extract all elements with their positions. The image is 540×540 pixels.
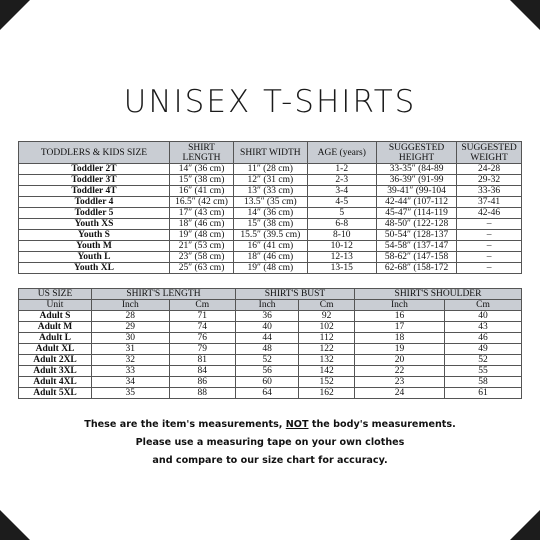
size-cell: Toddler 2T <box>19 164 170 175</box>
table-row <box>19 344 522 355</box>
length-cell: 16.5″ (42 cm) <box>169 197 233 208</box>
height-cell: 58-62″ (147-158 <box>376 252 456 263</box>
adult-header-length: SHIRT'S LENGTH <box>92 289 236 300</box>
height-cell: 48-50″ (122-128 <box>376 219 456 230</box>
measurement-note <box>0 416 540 470</box>
size-cell: Toddler 3T <box>19 175 170 186</box>
weight-cell: 24-28 <box>457 164 522 175</box>
age-cell: 6-8 <box>307 219 376 230</box>
bust-inch-cell: 56 <box>235 366 298 377</box>
height-cell: 36-39″ (91-99 <box>376 175 456 186</box>
adult-header-bust: SHIRT'S BUST <box>235 289 354 300</box>
weight-cell: 42-46 <box>457 208 522 219</box>
unit-inch: Inch <box>92 300 170 311</box>
length-inch-cell: 34 <box>92 377 170 388</box>
width-cell: 15″ (38 cm) <box>234 219 307 230</box>
width-cell: 16″ (41 cm) <box>234 241 307 252</box>
shoulder-inch-cell: 22 <box>354 366 444 377</box>
size-cell: Adult 2XL <box>19 355 92 366</box>
length-cell: 16″ (41 cm) <box>169 186 233 197</box>
size-cell: Adult L <box>19 333 92 344</box>
bust-cm-cell: 122 <box>299 344 355 355</box>
bust-inch-cell: 48 <box>235 344 298 355</box>
height-cell: 42-44″ (107-112 <box>376 197 456 208</box>
note-emphasis: NOT <box>285 419 309 430</box>
table-row <box>19 164 522 175</box>
age-cell: 13-15 <box>307 263 376 274</box>
table-row <box>19 263 522 274</box>
width-cell: 12″ (31 cm) <box>234 175 307 186</box>
weight-cell: 33-36 <box>457 186 522 197</box>
length-inch-cell: 31 <box>92 344 170 355</box>
shoulder-inch-cell: 24 <box>354 388 444 399</box>
shoulder-cm-cell: 40 <box>444 311 521 322</box>
size-cell: Youth XL <box>19 263 170 274</box>
height-cell: 54-58″ (137-147 <box>376 241 456 252</box>
length-cell: 17″ (43 cm) <box>169 208 233 219</box>
height-cell: 45-47″ (114-119 <box>376 208 456 219</box>
size-cell: Toddler 4T <box>19 186 170 197</box>
table-row <box>19 366 522 377</box>
kids-header-length: SHIRT LENGTH <box>169 142 233 164</box>
table-row <box>19 208 522 219</box>
size-cell: Toddler 5 <box>19 208 170 219</box>
length-cell: 19″ (48 cm) <box>169 230 233 241</box>
note-line-1 <box>0 416 540 434</box>
kids-header-age: AGE (years) <box>307 142 376 164</box>
weight-cell: – <box>457 252 522 263</box>
bust-cm-cell: 132 <box>299 355 355 366</box>
unit-cm: Cm <box>169 300 235 311</box>
adult-subheader-row <box>19 300 522 311</box>
shoulder-cm-cell: 43 <box>444 322 521 333</box>
height-cell: 33-35″ (84-89 <box>376 164 456 175</box>
length-cell: 15″ (38 cm) <box>169 175 233 186</box>
note-line-2: Please use a measuring tape on your own clothes <box>135 437 405 448</box>
length-cm-cell: 74 <box>169 322 235 333</box>
length-cm-cell: 88 <box>169 388 235 399</box>
table-row <box>19 311 522 322</box>
shoulder-cm-cell: 55 <box>444 366 521 377</box>
shoulder-cm-cell: 49 <box>444 344 521 355</box>
length-cell: 21″ (53 cm) <box>169 241 233 252</box>
age-cell: 3-4 <box>307 186 376 197</box>
size-cell: Adult M <box>19 322 92 333</box>
adult-header-size: US SIZE <box>19 289 92 300</box>
length-cm-cell: 81 <box>169 355 235 366</box>
bust-cm-cell: 92 <box>299 311 355 322</box>
width-cell: 11″ (28 cm) <box>234 164 307 175</box>
weight-cell: – <box>457 263 522 274</box>
age-cell: 12-13 <box>307 252 376 263</box>
size-cell: Youth L <box>19 252 170 263</box>
table-row <box>19 175 522 186</box>
table-row <box>19 230 522 241</box>
kids-size-table <box>18 141 522 274</box>
note-line-1-start: These are the item's measurements, <box>84 419 286 430</box>
width-cell: 14″ (36 cm) <box>234 208 307 219</box>
weight-cell: 37-41 <box>457 197 522 208</box>
length-inch-cell: 29 <box>92 322 170 333</box>
bust-cm-cell: 112 <box>299 333 355 344</box>
length-cell: 18″ (46 cm) <box>169 219 233 230</box>
shoulder-inch-cell: 18 <box>354 333 444 344</box>
size-cell: Toddler 4 <box>19 197 170 208</box>
weight-cell: 29-32 <box>457 175 522 186</box>
length-inch-cell: 28 <box>92 311 170 322</box>
age-cell: 5 <box>307 208 376 219</box>
weight-cell: – <box>457 241 522 252</box>
bust-cm-cell: 152 <box>299 377 355 388</box>
note-line-1-end: the body's measurements. <box>308 419 456 430</box>
shoulder-cm-cell: 61 <box>444 388 521 399</box>
bust-inch-cell: 36 <box>235 311 298 322</box>
shoulder-inch-cell: 16 <box>354 311 444 322</box>
table-row <box>19 241 522 252</box>
length-cm-cell: 76 <box>169 333 235 344</box>
table-row <box>19 333 522 344</box>
age-cell: 2-3 <box>307 175 376 186</box>
length-inch-cell: 33 <box>92 366 170 377</box>
weight-cell: – <box>457 230 522 241</box>
length-cm-cell: 84 <box>169 366 235 377</box>
length-inch-cell: 32 <box>92 355 170 366</box>
length-cm-cell: 71 <box>169 311 235 322</box>
width-cell: 19″ (48 cm) <box>234 263 307 274</box>
length-inch-cell: 35 <box>92 388 170 399</box>
size-cell: Adult S <box>19 311 92 322</box>
width-cell: 18″ (46 cm) <box>234 252 307 263</box>
length-cell: 14″ (36 cm) <box>169 164 233 175</box>
kids-header-size: TODDLERS & KIDS SIZE <box>19 142 170 164</box>
length-inch-cell: 30 <box>92 333 170 344</box>
size-cell: Adult XL <box>19 344 92 355</box>
height-cell: 62-68″ (158-172 <box>376 263 456 274</box>
size-cell: Youth XS <box>19 219 170 230</box>
unit-cm: Cm <box>444 300 521 311</box>
table-row <box>19 388 522 399</box>
length-cell: 25″ (63 cm) <box>169 263 233 274</box>
table-row <box>19 377 522 388</box>
unit-inch: Inch <box>354 300 444 311</box>
age-cell: 1-2 <box>307 164 376 175</box>
kids-header-weight: SUGGESTED WEIGHT <box>457 142 522 164</box>
kids-header-row <box>19 142 522 164</box>
bust-inch-cell: 60 <box>235 377 298 388</box>
bust-cm-cell: 102 <box>299 322 355 333</box>
age-cell: 10-12 <box>307 241 376 252</box>
table-row <box>19 252 522 263</box>
shoulder-inch-cell: 17 <box>354 322 444 333</box>
adult-group-header-row <box>19 289 522 300</box>
width-cell: 13″ (33 cm) <box>234 186 307 197</box>
length-cm-cell: 86 <box>169 377 235 388</box>
bust-inch-cell: 64 <box>235 388 298 399</box>
bust-inch-cell: 44 <box>235 333 298 344</box>
length-cell: 23″ (58 cm) <box>169 252 233 263</box>
table-row <box>19 355 522 366</box>
height-cell: 39-41″ (99-104 <box>376 186 456 197</box>
weight-cell: – <box>457 219 522 230</box>
bust-inch-cell: 52 <box>235 355 298 366</box>
size-cell: Adult 5XL <box>19 388 92 399</box>
length-cm-cell: 79 <box>169 344 235 355</box>
table-row <box>19 186 522 197</box>
shoulder-inch-cell: 19 <box>354 344 444 355</box>
shoulder-cm-cell: 52 <box>444 355 521 366</box>
table-row <box>19 322 522 333</box>
height-cell: 50-54″ (128-137 <box>376 230 456 241</box>
unit-header: Unit <box>19 300 92 311</box>
table-row <box>19 219 522 230</box>
table-row <box>19 197 522 208</box>
page-title: UNISEX T-SHIRTS <box>123 84 417 120</box>
unit-inch: Inch <box>235 300 298 311</box>
adult-size-table <box>18 288 522 399</box>
unit-cm: Cm <box>299 300 355 311</box>
shoulder-inch-cell: 20 <box>354 355 444 366</box>
adult-header-shoulder: SHIRT'S SHOULDER <box>354 289 521 300</box>
kids-header-height: SUGGESTED HEIGHT <box>376 142 456 164</box>
bust-cm-cell: 142 <box>299 366 355 377</box>
size-cell: Adult 4XL <box>19 377 92 388</box>
width-cell: 13.5″ (35 cm) <box>234 197 307 208</box>
kids-header-width: SHIRT WIDTH <box>234 142 307 164</box>
size-cell: Adult 3XL <box>19 366 92 377</box>
age-cell: 8-10 <box>307 230 376 241</box>
note-line-3: and compare to our size chart for accuracy. <box>152 455 388 466</box>
shoulder-cm-cell: 58 <box>444 377 521 388</box>
bust-cm-cell: 162 <box>299 388 355 399</box>
size-cell: Youth S <box>19 230 170 241</box>
size-cell: Youth M <box>19 241 170 252</box>
width-cell: 15.5″ (39.5 cm) <box>234 230 307 241</box>
shoulder-cm-cell: 46 <box>444 333 521 344</box>
bust-inch-cell: 40 <box>235 322 298 333</box>
shoulder-inch-cell: 23 <box>354 377 444 388</box>
age-cell: 4-5 <box>307 197 376 208</box>
